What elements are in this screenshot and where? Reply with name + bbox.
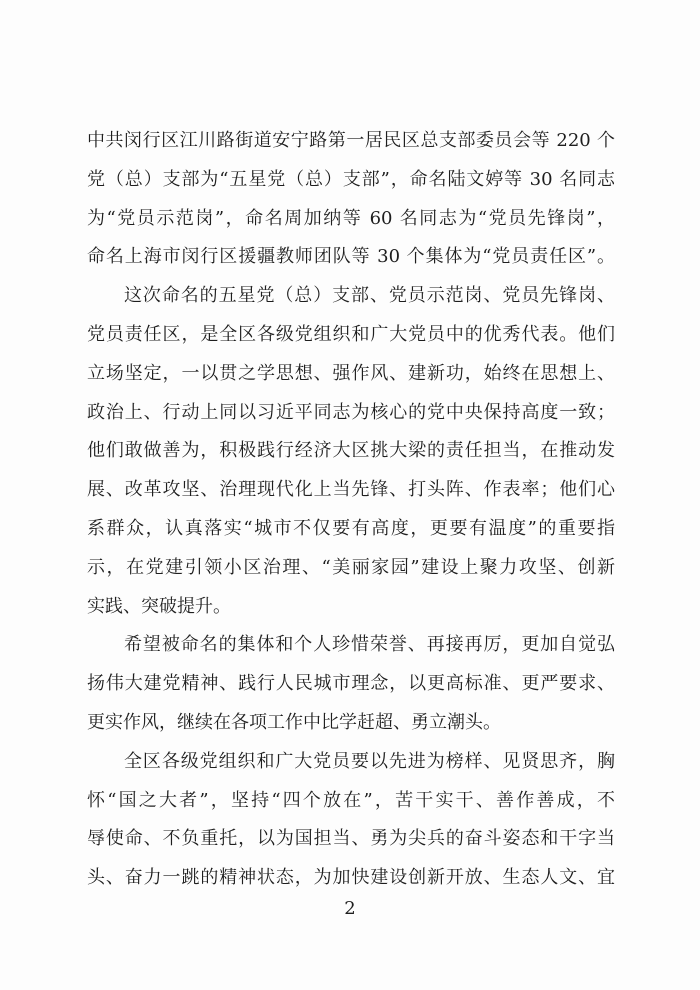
paragraph-3 bbox=[87, 626, 615, 742]
text-line: 更实作风，继续在各项工作中比学赶超、勇立潮头。 bbox=[87, 711, 501, 733]
text-line: 全区各级党组织和广大党员要以先进为榜样、见贤思齐，胸 bbox=[124, 750, 615, 772]
paragraph-2 bbox=[87, 277, 615, 626]
text-line: 怀“国之大者”，坚持“四个放在”，苦干实干、善作善成，不 bbox=[87, 789, 615, 811]
text-line: 立场坚定，一以贯之学思想、强作风、建新功，始终在思想上、 bbox=[87, 362, 615, 384]
body-text bbox=[87, 122, 615, 898]
text-line: 他们敢做善为，积极践行经济大区挑大梁的责任担当，在推动发 bbox=[87, 440, 615, 462]
text-line: 这次命名的五星党（总）支部、党员示范岗、党员先锋岗、 bbox=[124, 285, 615, 307]
text-line: 党（总）支部为“五星党（总）支部”，命名陆文婷等 30 名同志 bbox=[87, 168, 615, 190]
text-line: 头、奋力一跳的精神状态，为加快建设创新开放、生态人文、宜 bbox=[87, 867, 615, 889]
text-line: 希望被命名的集体和个人珍惜荣誉、再接再厉，更加自觉弘 bbox=[124, 634, 615, 656]
text-line: 示，在党建引领小区治理、“美丽家园”建设上聚力攻坚、创新 bbox=[87, 556, 615, 578]
text-line: 党员责任区，是全区各级党组织和广大党员中的优秀代表。他们 bbox=[87, 323, 615, 345]
text-line: 扬伟大建党精神、践行人民城市理念，以更高标准、更严要求、 bbox=[87, 673, 615, 695]
text-line: 命名上海市闵行区援疆教师团队等 30 个集体为“党员责任区”。 bbox=[87, 246, 615, 268]
text-line: 政治上、行动上同以习近平同志为核心的党中央保持高度一致； bbox=[87, 401, 615, 423]
text-line: 辱使命、不负重托，以为国担当、勇为尖兵的奋斗姿态和干字当 bbox=[87, 828, 615, 850]
text-line: 展、改革攻坚、治理现代化上当先锋、打头阵、作表率；他们心 bbox=[87, 479, 615, 501]
text-line: 为“党员示范岗”，命名周加纳等 60 名同志为“党员先锋岗”， bbox=[87, 207, 615, 229]
text-line: 系群众，认真落实“城市不仅要有高度，更要有温度”的重要指 bbox=[87, 517, 615, 539]
text-line: 实践、突破提升。 bbox=[87, 595, 231, 617]
page-number: 2 bbox=[344, 898, 356, 919]
text-line: 中共闵行区江川路街道安宁路第一居民区总支部委员会等 220 个 bbox=[87, 130, 615, 151]
paragraph-1 bbox=[87, 122, 615, 277]
paragraph-4 bbox=[87, 743, 615, 898]
